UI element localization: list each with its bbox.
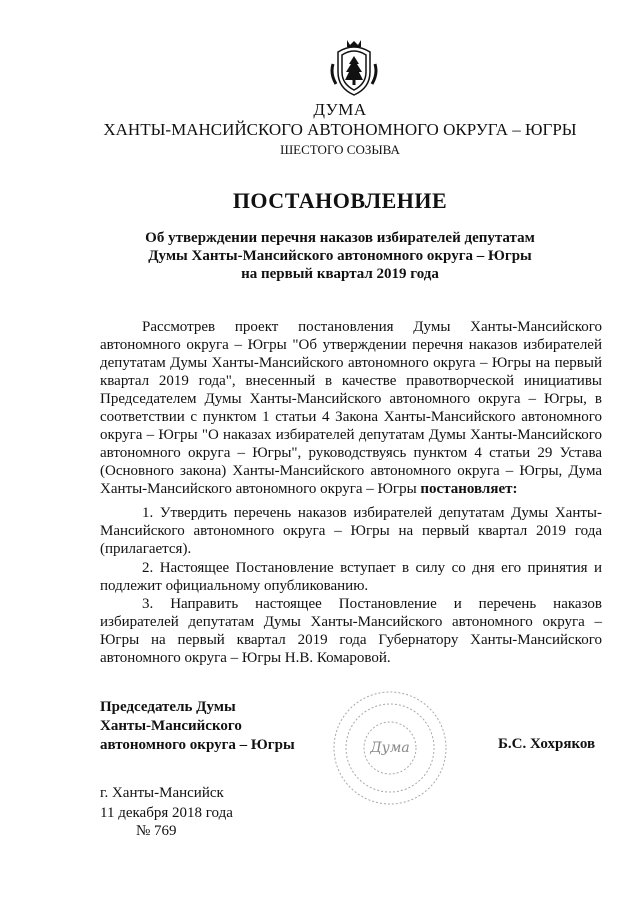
signatory-name: Б.С. Хохряков [498, 736, 596, 752]
svg-text:Дума: Дума [370, 740, 410, 756]
subject-line: на первый квартал 2019 года [241, 266, 439, 282]
signatory-position [100, 698, 295, 755]
document-number: № 769 [136, 823, 177, 839]
preamble-paragraph [100, 318, 602, 498]
position-line: Ханты-Мансийского [100, 718, 242, 734]
issue-place-date [100, 783, 233, 823]
position-line: автономного округа – Югры [100, 737, 295, 753]
official-stamp [330, 688, 450, 808]
clause-1: 1. Утвердить перечень наказов избирателей депутатам Думы Ханты-Мансийского автономного округа – Югры на первый квартал 2019 года (прилагается). [100, 505, 602, 557]
preamble-text: Рассмотрев проект постановления Думы Ханты-Мансийского автономного округа – Югры "Об утверждении перечня наказов избирателей депутатам Думы Ханты-Мансийского автономного округа – Югры на первый квартал 2019 года", внесенный в качестве правотворческой инициативы Председателем Думы Ханты-Мансийского автономного округа – Югры, в соответствии с пунктом 1 статьи 4 Закона Ханты-Мансийского автономного округа – Югры "О наказах избирателей депутатам Думы Ханты-Мансийского автономного округа – Югры", руководствуясь пунктом 4 статьи 29 Устава (Основного закона) Ханты-Мансийского автономного округа – Югры, Дума Ханты-Мансийского автономного округа – Югры [100, 319, 602, 497]
subject-line: Об утверждении перечня наказов избирателей депутатам [145, 230, 535, 246]
position-line: Председатель Думы [100, 699, 236, 715]
resolves-keyword: постановляет: [420, 481, 518, 497]
parliament-title: ДУМА [313, 100, 367, 119]
clause-3: 3. Направить настоящее Постановление и перечень наказов избирателей депутатам Думы Ханты-Мансийского автономного округа – Югры на первый квартал 2019 года Губернатору Ханты-Мансийского автономного округа – Югры Н.В. Комаровой. [100, 596, 602, 666]
issue-place: г. Ханты-Мансийск [100, 785, 224, 801]
convocation: ШЕСТОГО СОЗЫВА [280, 142, 400, 157]
clause-2: 2. Настоящее Постановление вступает в силу со дня его принятия и подлежит официальному опубликованию. [100, 560, 602, 594]
organization-name: ХАНТЫ-МАНСИЙСКОГО АВТОНОМНОГО ОКРУГА – ЮГРЫ [103, 120, 577, 139]
coat-of-arms-icon [329, 38, 379, 98]
issue-date: 11 декабря 2018 года [100, 805, 233, 821]
document-type: ПОСТАНОВЛЕНИЕ [232, 188, 448, 213]
subject-line: Думы Ханты-Мансийского автономного округа – Югры [148, 248, 532, 264]
document-subject [0, 229, 640, 283]
